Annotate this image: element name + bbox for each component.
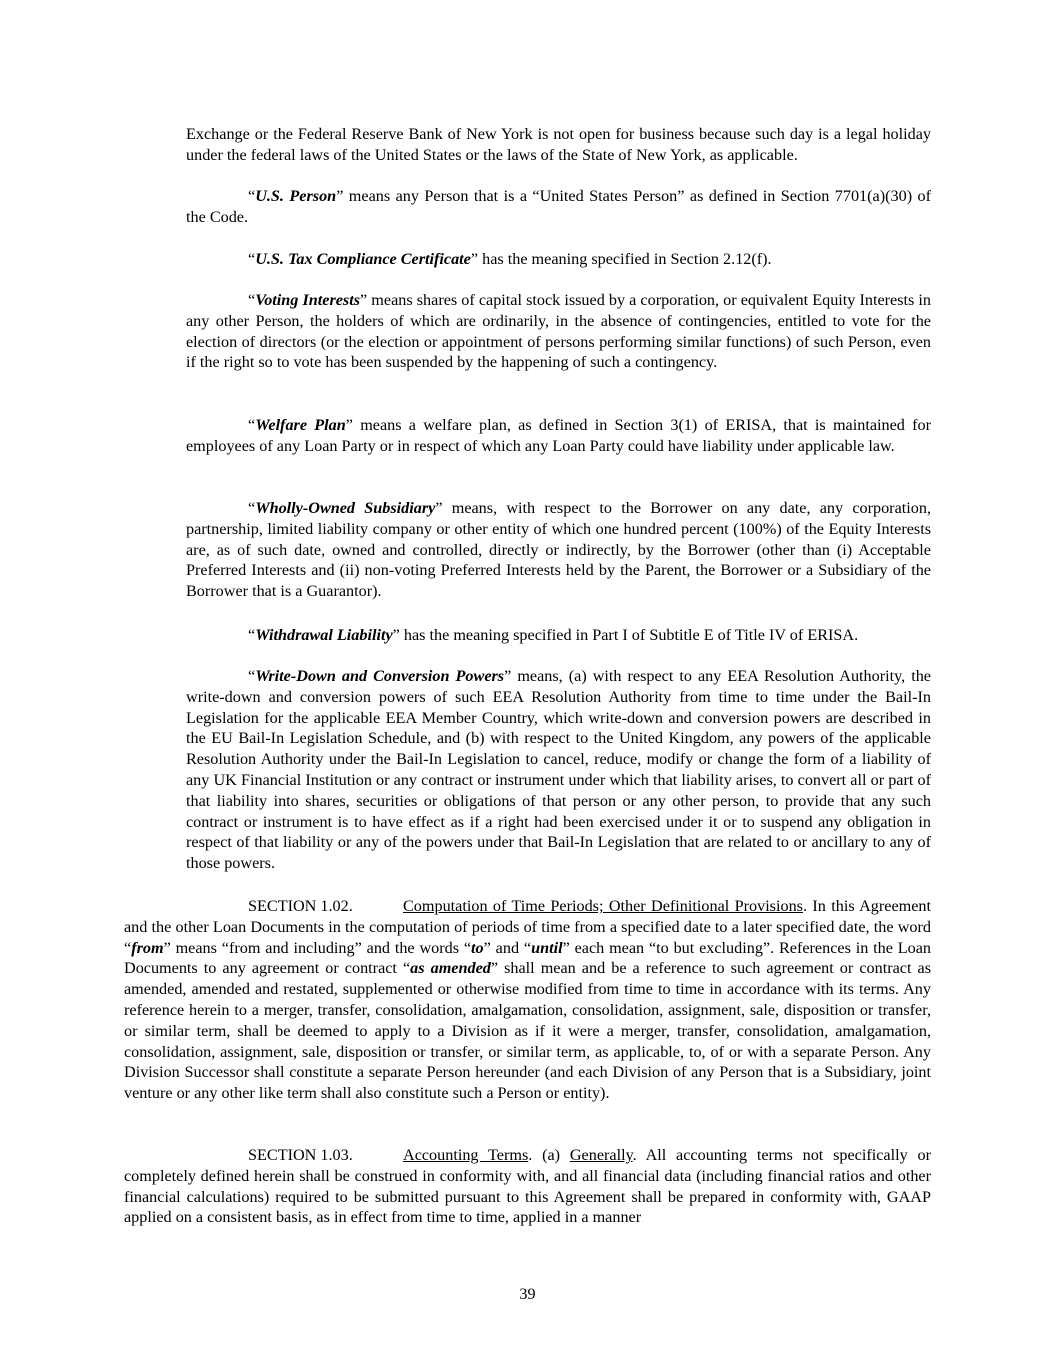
definition-write-down-and-conversion-powers: “Write-Down and Conversion Powers” means, (a) with respect to any EEA Resolution Authority, the write-down and conversion powers of such EEA Resolution Authority from time to time under the Bail-In Legislation for the applicable EEA Member Country, which write-down and conversion powers are described in the EU Bail-In Legislation Schedule, and (b) with respect to the United Kingdom, any powers of the applicable Resolution Authority under the Bail-In Legislation to cancel, reduce, modify or change the form of a liability of any UK Financial Institution or any contract or instrument under which that liability arises, to convert all or part of that liability into shares, securities or obligations of that person or any other person, to provide that any such contract or instrument is to have effect as if a right had been exercised under it or to suspend any obligation in respect of that liability or any of the powers under that Bail-In Legislation that are related to or ancillary to any of those powers.: [186, 667, 931, 873]
defined-term: Wholly-Owned Subsidiary: [255, 499, 436, 517]
defined-term: U.S. Person: [255, 187, 337, 205]
defined-term: Voting Interests: [255, 291, 361, 309]
defined-term: Write-Down and Conversion Powers: [255, 667, 505, 685]
defined-term: Welfare Plan: [255, 416, 346, 434]
definition-us-person: “U.S. Person” means any Person that is a “United States Person” as defined in Section 7701(a)(30) of the Code.: [186, 187, 932, 226]
defined-term: U.S. Tax Compliance Certificate: [255, 250, 471, 268]
definition-voting-interests: “Voting Interests” means shares of capital stock issued by a corporation, or equivalent Equity Interests in any other Person, the holders of which are ordinarily, in the absence of contingencies, entitled to vote for the election of directors (or the election or appointment of persons performing similar functions) of such Person, even if the right so to vote has been suspended by the happening of such a contingency.: [186, 291, 931, 372]
definition-welfare-plan: “Welfare Plan” means a welfare plan, as defined in Section 3(1) of ERISA, that is maintained for employees of any Loan Party or in respect of which any Loan Party could have liability under applicable law.: [186, 416, 931, 455]
continued-paragraph: Exchange or the Federal Reserve Bank of New York is not open for business because such day is a legal holiday under the federal laws of the United States or the laws of the State of New York, as applicable.: [186, 125, 931, 164]
defined-term: Withdrawal Liability: [255, 626, 393, 644]
section-1-02: SECTION 1.02. Computation of Time Periods; Other Definitional Provisions. In this Agreement and the other Loan Documents in the computation of periods of time from a specified date to a later specified date, the word “from” means “from and including” and the words “to” and “until” each mean “to but excluding”. References in the Loan Documents to any agreement or contract “as amended” shall mean and be a reference to such agreement or contract as amended, amended and restated, supplemented or otherwise modified from time to time in accordance with its terms. Any reference herein to a merger, transfer, consolidation, amalgamation, consolidation, assignment, sale, disposition or transfer, or similar term, shall be deemed to apply to a Division as if it were a merger, transfer, consolidation, amalgamation, consolidation, assignment, sale, disposition or transfer, or similar term, as applicable, to, of or with a separate Person. Any Division Successor shall constitute a separate Person hereunder (and each Division of any Person that is a Subsidiary, joint venture or any other like term shall also constitute such a Person or entity).: [124, 897, 932, 1103]
defined-word-to: to: [471, 938, 484, 957]
definition-wholly-owned-subsidiary: “Wholly-Owned Subsidiary” means, with respect to the Borrower on any date, any corporation, partnership, limited liability company or other entity of which one hundred percent (100%) of the Equity Interests are, as of such date, owned and controlled, directly or indirectly, by the Borrower (other than (i) Acceptable Preferred Interests and (ii) non-voting Preferred Interests held by the Parent, the Borrower or a Subsidiary of the Borrower that is a Guarantor).: [186, 499, 931, 601]
section-number: SECTION 1.02.: [248, 897, 353, 915]
defined-word-as-amended: as amended: [410, 959, 491, 978]
definition-withdrawal-liability: “Withdrawal Liability” has the meaning specified in Part I of Subtitle E of Title IV of ERISA.: [248, 626, 859, 644]
section-heading: Accounting Terms: [403, 1146, 529, 1164]
section-1-03: SECTION 1.03. Accounting Terms. (a) Generally. All accounting terms not specifically or completely defined herein shall be construed in conformity with, and all financial data (including financial ratios and other financial calculations) required to be submitted pursuant to this Agreement shall be prepared in conformity with, GAAP applied on a consistent basis, as in effect from time to time, applied in a manner: [124, 1146, 931, 1227]
subsection-heading: Generally: [569, 1146, 633, 1164]
defined-word-from: from: [131, 938, 164, 957]
page-number: 39: [519, 1285, 536, 1303]
section-number: SECTION 1.03.: [248, 1146, 353, 1164]
section-heading: Computation of Time Periods; Other Definitional Provisions: [403, 897, 803, 915]
defined-word-until: until: [531, 938, 563, 957]
definition-us-tax-compliance-certificate: “U.S. Tax Compliance Certificate” has the meaning specified in Section 2.12(f).: [248, 250, 772, 268]
